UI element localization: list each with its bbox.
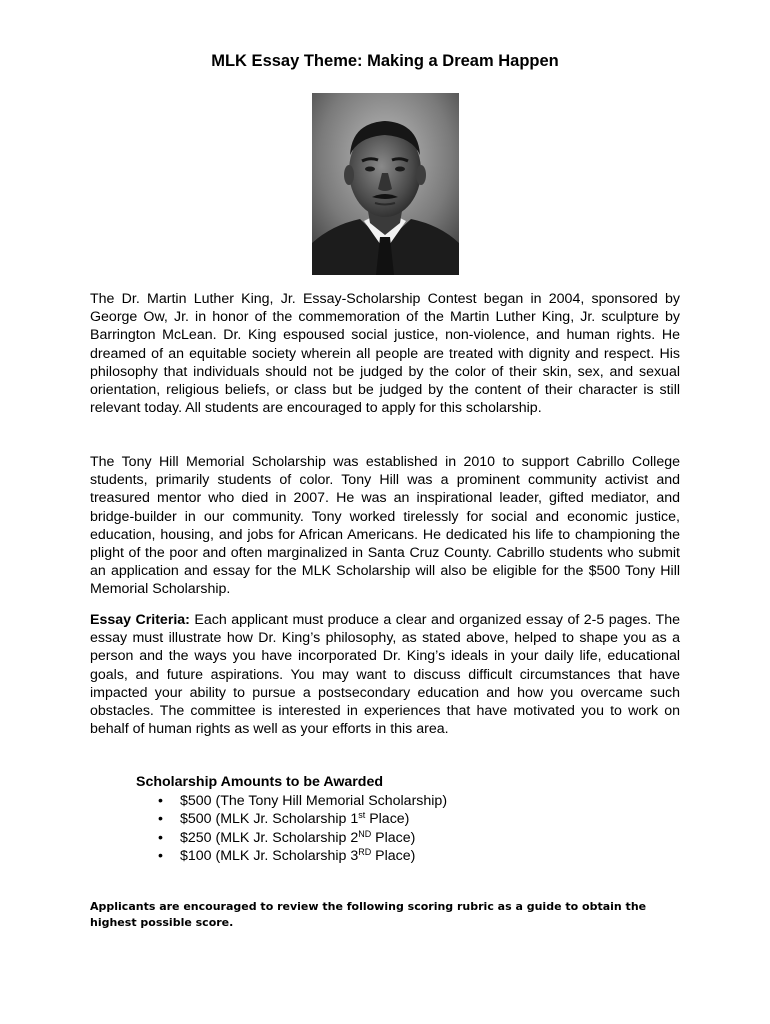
list-item: • $500 (MLK Jr. Scholarship 1st Place)	[158, 810, 410, 828]
bullet-icon: •	[158, 792, 163, 809]
scholarship-amounts	[136, 773, 656, 866]
amounts-heading: Scholarship Amounts to be Awarded	[136, 774, 383, 790]
bullet-icon: •	[158, 811, 163, 828]
rubric-note: Applicants are encouraged to review the following scoring rubric as a guide to obtain the highest possible score.	[90, 900, 647, 929]
essay-criteria-text: Each applicant must produce a clear and organized essay of 2-5 pages. The essay must illustrate how Dr. King’s philosophy, as stated above, helped to shape you as a person and the ways you have incorporated Dr. King’s ideals in your daily life, educational goals, and future aspirations. You may want to discuss difficult circumstances that have impacted your ability to pursue a postsecondary education and how you overcame such obstacles. The committee is interested in experiences that have motivated you to work on behalf of human rights as well as your efforts in this area.	[90, 612, 680, 738]
intro-paragraph: The Dr. Martin Luther King, Jr. Essay-Scholarship Contest began in 2004, sponsored by George Ow, Jr. in honor of the commemoration of the Martin Luther King, Jr. sculpture by Barrington McLean. Dr. King espoused social justice, non-violence, and human rights. He dreamed of an equitable society wherein all people are treated with dignity and respect. His philosophy that individuals should not be judged by the color of their skin, sex, and sexual orientation, religious beliefs, or class but be judged by the content of their character is still relevant today. All students are encouraged to apply for this scholarship.	[90, 291, 680, 417]
portrait-photo	[312, 93, 459, 275]
list-item: • $100 (MLK Jr. Scholarship 3RD Place)	[158, 847, 416, 865]
tony-hill-paragraph: The Tony Hill Memorial Scholarship was established in 2010 to support Cabrillo College students, primarily students of color. Tony Hill was a prominent community activist and treasured mentor who died in 2007. He was an inspirational leader, gifted mediator, and bridge-builder in our community. Tony worked tirelessly for social and economic justice, education, housing, and jobs for African Americans. He dedicated his life to championing the plight of the poor and often marginalized in Santa Cruz County. Cabrillo students who submit an application and essay for the MLK Scholarship will also be eligible for the $500 Tony Hill Memorial Scholarship.	[90, 454, 680, 598]
page-title: MLK Essay Theme: Making a Dream Happen	[211, 52, 559, 70]
list-item: • $500 (The Tony Hill Memorial Scholarship)	[158, 792, 448, 809]
bullet-icon: •	[158, 848, 163, 865]
bullet-icon: •	[158, 829, 163, 846]
essay-criteria-paragraph	[90, 611, 680, 738]
list-item: • $250 (MLK Jr. Scholarship 2ND Place)	[158, 828, 416, 846]
essay-criteria-label: Essay Criteria:	[90, 612, 190, 628]
amounts-list	[136, 792, 656, 866]
